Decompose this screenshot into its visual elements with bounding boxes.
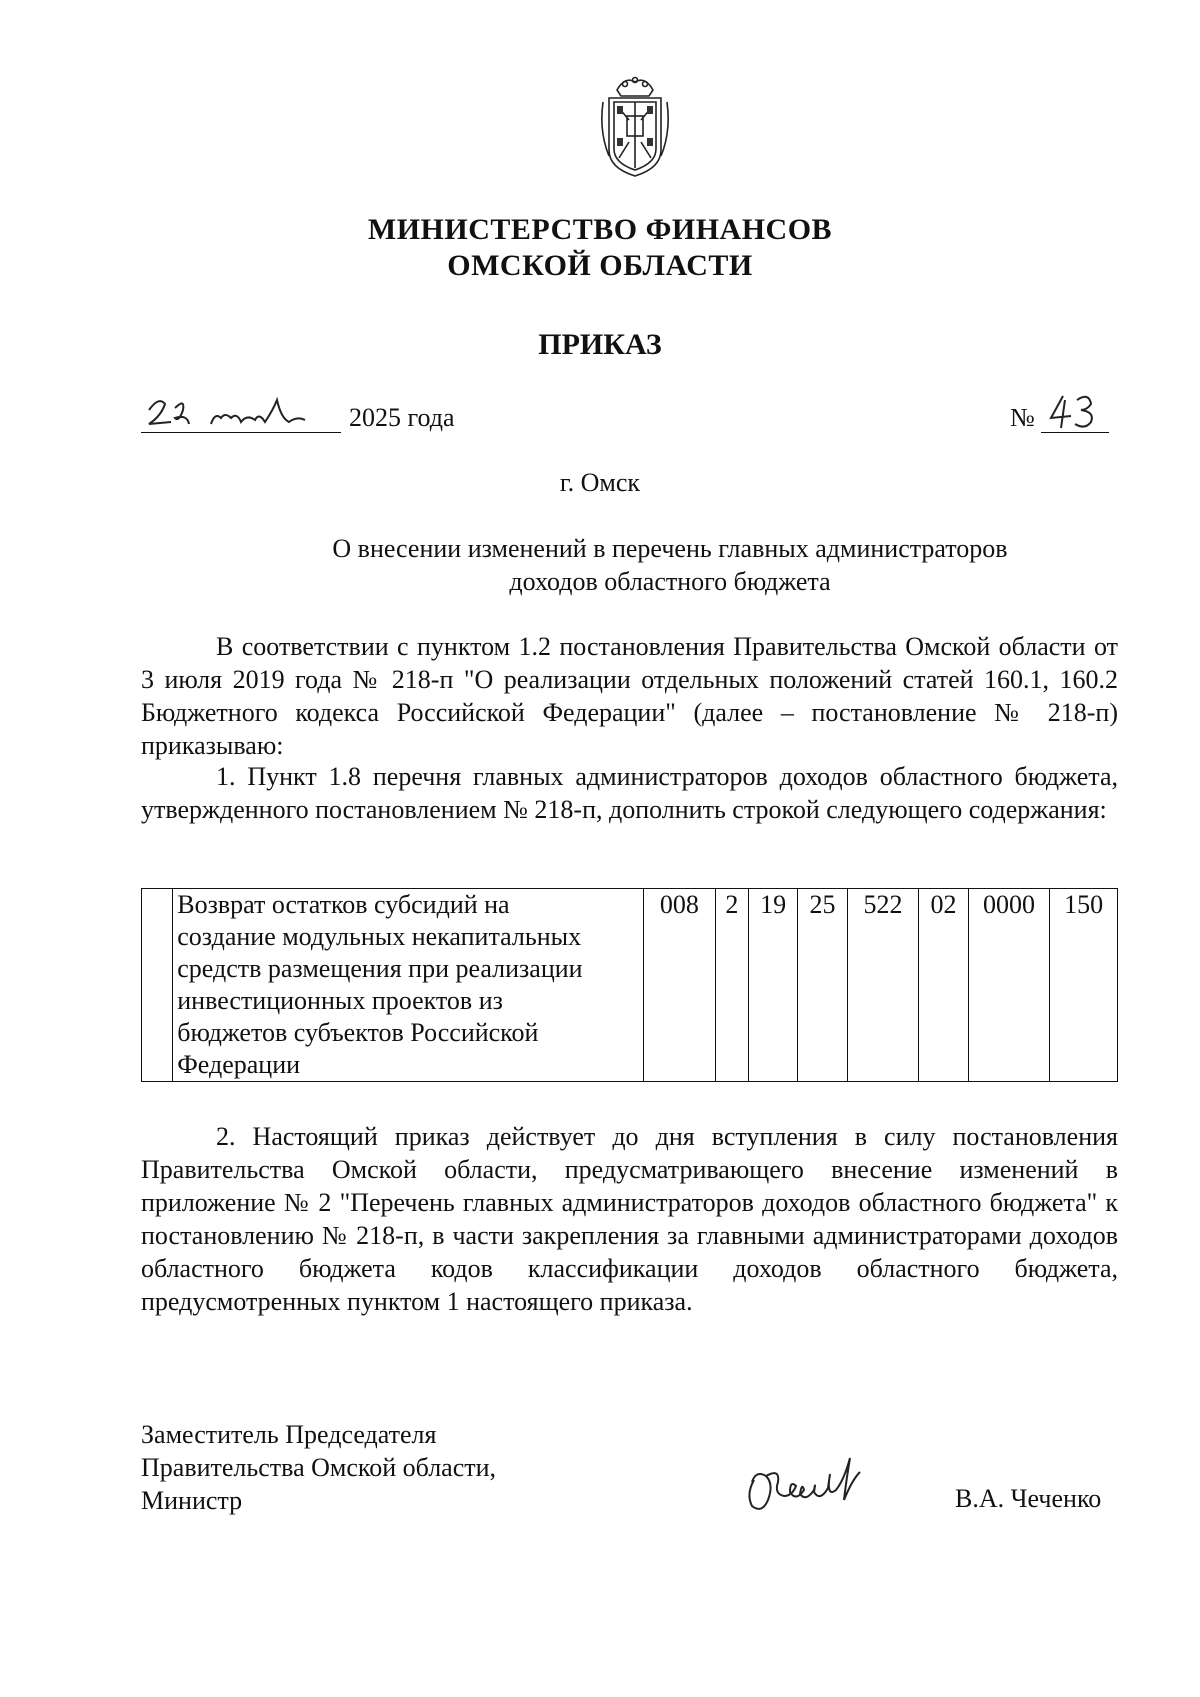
table-cell-code: 522 xyxy=(847,889,919,1082)
order-date xyxy=(141,392,455,433)
handwritten-signature xyxy=(740,1450,890,1520)
handwritten-number xyxy=(1041,392,1109,433)
table-row xyxy=(142,889,1118,1082)
table-cell-code: 19 xyxy=(748,889,797,1082)
signer-position: Заместитель Председателя Правительства Омской области, Министр xyxy=(141,1420,497,1515)
order-year: 2025 года xyxy=(349,403,455,432)
table-cell-name: Возврат остатков субсидий на создание модульных некапитальных средств размещения при реализации инвестиционных проектов из бюджетов субъектов Российской Федерации xyxy=(173,889,644,1082)
income-code-table xyxy=(141,888,1118,1082)
coat-of-arms-emblem xyxy=(595,72,675,180)
order-subject: О внесении изменений в перечень главных администраторов доходов областного бюджета xyxy=(332,534,1008,596)
handwritten-date-stroke xyxy=(141,388,341,432)
table-cell-code: 0000 xyxy=(968,889,1050,1082)
table-cell-empty xyxy=(142,889,173,1082)
signer-name: В.А. Чеченко xyxy=(955,1484,1102,1513)
handwritten-date xyxy=(141,392,341,433)
handwritten-number-stroke xyxy=(1047,390,1107,430)
ministry-name: МИНИСТЕРСТВО ФИНАНСОВ ОМСКОЙ ОБЛАСТИ xyxy=(367,213,833,282)
number-label: № xyxy=(1010,403,1035,432)
table-cell-code: 25 xyxy=(798,889,847,1082)
order-number xyxy=(1010,392,1109,433)
table-cell-code: 150 xyxy=(1050,889,1118,1082)
document-type-title: ПРИКАЗ xyxy=(538,328,662,361)
city-name: г. Омск xyxy=(559,468,641,497)
item-2-paragraph: 2. Настоящий приказ действует до дня вступления в силу постановления Правительства Омской области, предусматривающего внесение изменений в приложение № 2 "Перечень главных администраторов доходов областного бюджета" к постановлению № 218-п, в части закрепления за главными администраторами доходов областного бюджета кодов классификации доходов областного бюджета, предусмотренных пунктом 1 настоящего приказа. xyxy=(141,1122,1118,1316)
table-cell-code: 008 xyxy=(644,889,716,1082)
item-1-paragraph: 1. Пункт 1.8 перечня главных администраторов доходов областного бюджета, утвержденного постановлением № 218-п, дополнить строкой следующего содержания: xyxy=(141,762,1118,824)
table-cell-code: 02 xyxy=(919,889,968,1082)
table-cell-code: 2 xyxy=(715,889,748,1082)
preamble-paragraph: В соответствии с пунктом 1.2 постановления Правительства Омской области от 3 июля 2019 года № 218-п "О реализации отдельных положений статей 160.1, 160.2 Бюджетного кодекса Российской Федерации" (далее – постановление № 218-п) приказываю: xyxy=(141,632,1118,760)
